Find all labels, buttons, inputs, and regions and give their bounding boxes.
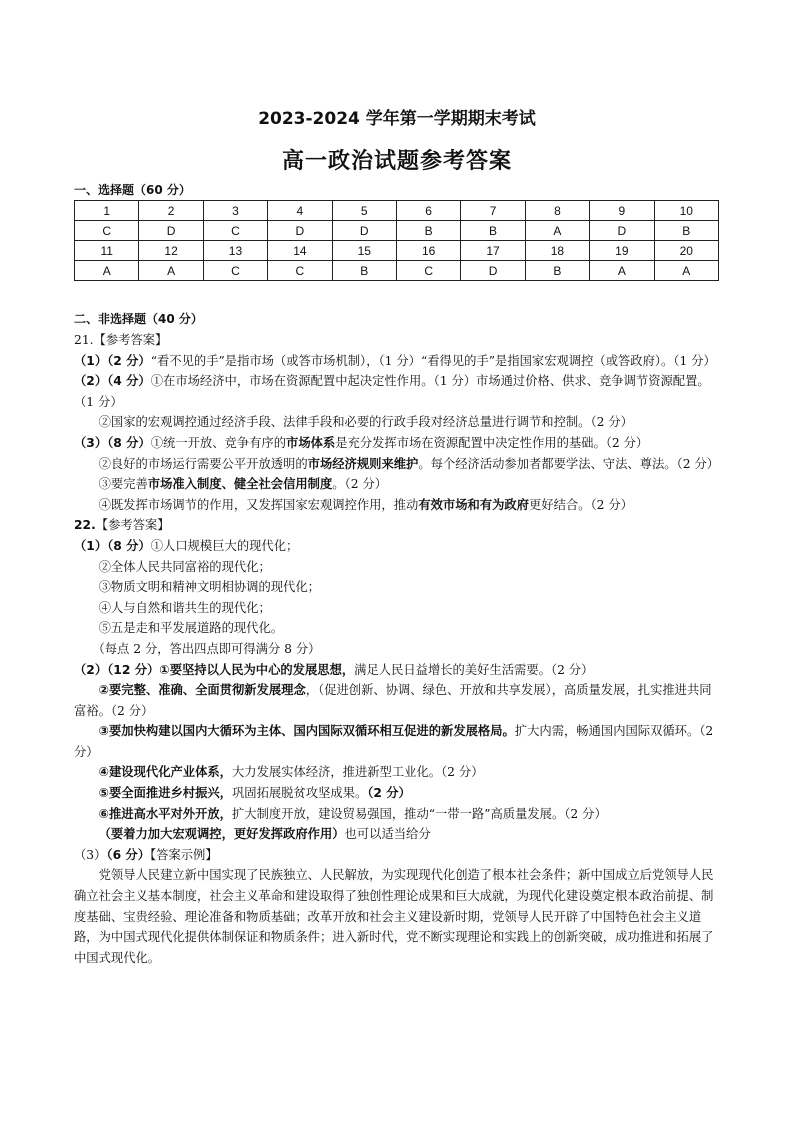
q22-part2-g-keyword: （要着力加大宏观调控，更好发挥政府作用）: [98, 827, 345, 842]
answer-cell: D: [461, 261, 525, 281]
q22-part2-g-text: 也可以适当给分: [344, 827, 431, 842]
q21-part1: [74, 351, 722, 372]
q22-part2-label: （2）（12 分）: [74, 662, 160, 677]
q22-part1: [74, 536, 722, 557]
choice-answer-table: [74, 200, 719, 281]
answer-cell: C: [268, 261, 332, 281]
question-number-cell: 14: [268, 241, 332, 261]
q21-part3-b-keyword: 市场经济规则来维护: [307, 456, 419, 471]
q22-part3: [74, 845, 722, 866]
q22-part2-e-keyword: ⑤要全面推进乡村振兴，: [98, 786, 232, 801]
q21-part2-point2: ②国家的宏观调控通过经济手段、法律手段和必要的行政手段对经济总量进行调节和控制。（2 分）: [98, 415, 633, 430]
question-number-cell: 4: [268, 201, 332, 221]
answer-cell: D: [590, 221, 654, 241]
q22-part1-item: ⑤五是走和平发展道路的现代化。: [98, 621, 284, 636]
q21-part3-c-text2: 。（2 分）: [332, 477, 388, 492]
q21-part3-point4: [74, 495, 722, 516]
answer-row: [75, 261, 719, 281]
q21-part2-label: （2）（4 分）: [74, 374, 151, 389]
nonchoice-answers: [74, 330, 722, 968]
q21-part3-a-keyword: 市场体系: [286, 435, 336, 450]
q21-part3-d-text2: 更好结合。（2 分）: [529, 497, 633, 512]
question-number-cell: 5: [332, 201, 396, 221]
question-number-cell: 20: [654, 241, 718, 261]
q21-part3-a-text2: 是充分发挥市场在资源配置中决定性作用的基础。（2 分）: [335, 435, 649, 450]
q22-part2-c-keyword: ③要加快构建以国内大循环为主体、国内国际双循环相互促进的新发展格局。: [98, 724, 515, 739]
question-number-row: [75, 241, 719, 261]
question-number-cell: 2: [139, 201, 203, 221]
answer-cell: D: [332, 221, 396, 241]
q22-part2-f-keyword: ⑥推进高水平对外开放，: [98, 806, 232, 821]
question-number-cell: 17: [461, 241, 525, 261]
question-number-cell: 3: [203, 201, 267, 221]
answer-cell: D: [139, 221, 203, 241]
q22-part3-sample-answer: 党领导人民建立新中国实现了民族独立、人民解放，为实现现代化创造了根本社会条件；新中国成立后党领导人民确立社会主义基本制度，社会主义革命和建设取得了独创性理论成果和巨大成就，为现代化建设奠定根本政治前提、制度基础、宝贵经验、理论准备和物质基础；改革开放和社会主义建设新时期，党领导人民开辟了中国特色社会主义道路，为中国式现代化提供体制保证和物质条件；进入新时代，党不断实现理论和实践上的创新突破，成功推进和拓展了中国式现代化。: [74, 868, 714, 965]
q22-part3-label: （6 分）: [106, 847, 150, 862]
q21-part3-d-text1: ④既发挥市场调节的作用，又发挥国家宏观调控作用，推动: [98, 497, 419, 512]
q22-part2-b-text: ，（促进创新、协调、绿色、开放和共享发展），高质量发展，扎实推进共同富裕。（2 分）: [74, 683, 712, 718]
q22-part2-point5: [74, 783, 722, 804]
q21-part1-text: “看不见的手”是指市场（或答市场机制），（1 分）“看得见的手”是指国家宏观调控（或答政府）。（1 分）: [150, 353, 716, 368]
answer-cell: A: [525, 221, 589, 241]
answer-cell: B: [332, 261, 396, 281]
question-number-cell: 15: [332, 241, 396, 261]
q22-part2-point4: [74, 762, 722, 783]
q22-part2-point2: [74, 680, 722, 721]
answer-cell: C: [75, 221, 139, 241]
q22-part3-heading: 【答案示例】: [150, 847, 218, 862]
question-number-cell: 18: [525, 241, 589, 261]
q22-part2-f-text: 扩大制度开放，建设贸易强国，推动“一带一路”高质量发展。（2 分）: [231, 806, 607, 821]
question-number-cell: 8: [525, 201, 589, 221]
q22-part2-point6: [74, 804, 722, 825]
q22-part2-c-text: 扩大内需，畅通国内国际双循环。（2 分）: [74, 724, 714, 759]
q22-part2-extra-note: [74, 824, 722, 845]
q21-part3-point3: [74, 474, 722, 495]
answer-cell: C: [203, 221, 267, 241]
q22-heading: [74, 515, 722, 536]
q21-part2: [74, 371, 722, 412]
answer-cell: B: [654, 221, 718, 241]
q21-part3-point2: [74, 454, 722, 475]
q21-part1-label: （1）（2 分）: [74, 353, 151, 368]
q21-part3-b-text1: ②良好的市场运行需要公平开放透明的: [98, 456, 308, 471]
q22-part2-e-score: （2 分）: [367, 786, 411, 801]
q22-heading-text: 【参考答案】: [95, 518, 170, 533]
question-number-cell: 1: [75, 201, 139, 221]
q22-part2-d-keyword: ④建设现代化产业体系，: [98, 765, 232, 780]
question-number-cell: 6: [396, 201, 460, 221]
q21-part3-a-text1: ①统一开放、竞争有序的: [150, 435, 287, 450]
answer-cell: A: [139, 261, 203, 281]
section-choice-title: 一、选择题（60 分）: [74, 183, 191, 197]
answer-cell: B: [461, 221, 525, 241]
q21-part3-c-keyword: 市场准入制度、健全社会信用制度: [147, 477, 333, 492]
question-number-row: [75, 201, 719, 221]
q22-part1-label: （1）（8 分）: [74, 538, 151, 553]
answer-cell: B: [396, 221, 460, 241]
answer-cell: C: [203, 261, 267, 281]
answer-cell: D: [268, 221, 332, 241]
answer-cell: A: [654, 261, 718, 281]
q22-part1-item: ④人与自然和谐共生的现代化；: [98, 600, 271, 615]
answer-cell: B: [525, 261, 589, 281]
question-number-cell: 9: [590, 201, 654, 221]
question-number-cell: 11: [75, 241, 139, 261]
q22-part2: [74, 660, 722, 681]
exam-term-title: 2023-2024 学年第一学期期末考试: [258, 109, 536, 129]
q21-part3-c-text1: ③要完善: [98, 477, 148, 492]
answer-row: [75, 221, 719, 241]
section-nonchoice-title: 二、非选择题（40 分）: [74, 312, 203, 326]
q22-part1-scoring-note: （每点 2 分，答出四点即可得满分 8 分）: [92, 641, 321, 656]
q22-part2-point3: [74, 721, 722, 762]
q22-part1-item: ①人口规模巨大的现代化；: [150, 538, 299, 553]
question-number-cell: 12: [139, 241, 203, 261]
question-number-cell: 13: [203, 241, 267, 261]
question-number-cell: 10: [654, 201, 718, 221]
q22-part1-item: ③物质文明和精神文明相协调的现代化；: [98, 580, 320, 595]
q22-part2-b-keyword: ②要完整、准确、全面贯彻新发展理念: [98, 683, 306, 698]
answer-cell: C: [396, 261, 460, 281]
q22-number: 22.: [74, 518, 96, 533]
q21-part2-text: ①在市场经济中，市场在资源配置中起决定性作用。（1 分）市场通过价格、供求、竞争调节资源配置。（1 分）: [74, 374, 710, 409]
q21-part3: [74, 433, 722, 454]
q22-part2-a-text: 满足人民日益增长的美好生活需要。（2 分）: [354, 662, 594, 677]
question-number-cell: 7: [461, 201, 525, 221]
answer-cell: A: [75, 261, 139, 281]
answer-cell: A: [590, 261, 654, 281]
q22-part2-d-text: 大力发展实体经济，推进新型工业化。（2 分）: [231, 765, 484, 780]
q21-part3-b-text2: 。每个经济活动参加者都要学法、守法、尊法。（2 分）: [418, 456, 720, 471]
question-number-cell: 16: [396, 241, 460, 261]
q22-part2-a-keyword: ①要坚持以人民为中心的发展思想，: [159, 662, 355, 677]
q22-part1-item: ②全体人民共同富裕的现代化；: [98, 559, 271, 574]
q22-part3-prefix: （3）: [74, 847, 107, 862]
question-number-cell: 19: [590, 241, 654, 261]
answer-key-title: 高一政治试题参考答案: [281, 149, 512, 174]
q21-part3-d-keyword: 有效市场和有为政府: [418, 497, 530, 512]
q21-part3-label: （3）（8 分）: [74, 435, 151, 450]
q21-heading: 21.【参考答案】: [74, 333, 168, 347]
q22-part2-e-text: 巩固拓展脱贫攻坚成果。: [231, 786, 368, 801]
